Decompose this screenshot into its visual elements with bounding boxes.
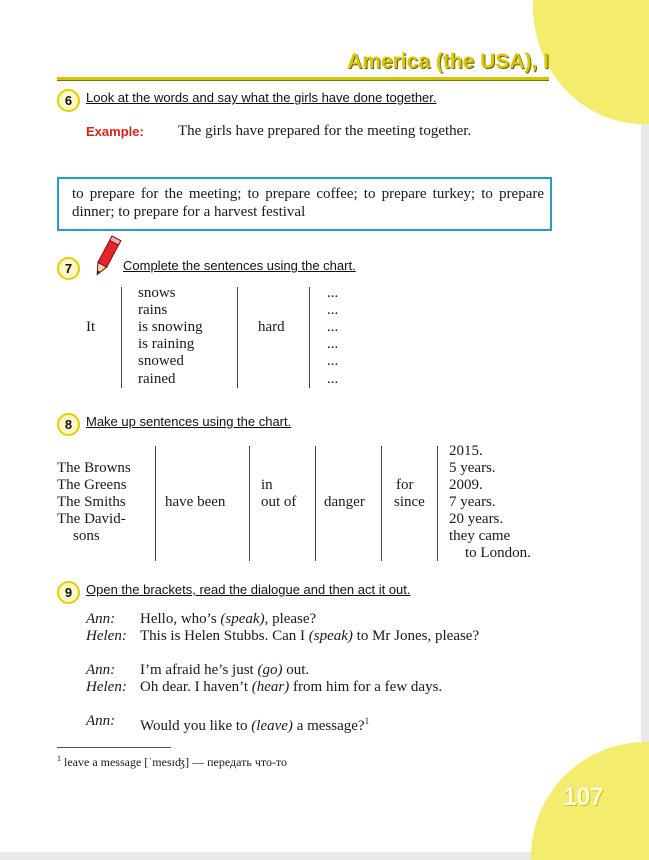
chart8-divider [155, 446, 156, 561]
chart7-verb: rained [138, 371, 176, 387]
exercise-8-instruction: Make up sentences using the chart. [86, 414, 292, 429]
example-label: Example: [86, 124, 144, 139]
chart8-ending: 2015. [449, 443, 483, 459]
chart8-time-word: since [394, 494, 425, 510]
dialogue-speaker: Ann: [86, 713, 116, 729]
dialogue-line: Would you like to (leave) a message?$^1$ [140, 716, 370, 734]
chart7-blank: ... [327, 285, 339, 301]
page-number: 107 [563, 783, 604, 811]
chart7-subject: It [86, 319, 96, 335]
page-title: America (the USA), I [347, 50, 549, 73]
dialogue-speaker: Ann: [86, 611, 116, 627]
dialogue-line: Oh dear. I haven’t (hear) from him for a few days. [140, 679, 443, 695]
chart7-blank: ... [327, 371, 339, 387]
chart7-verb: is snowing [138, 319, 203, 335]
chart7-divider [237, 287, 238, 388]
chart8-ending: 20 years. [449, 511, 504, 527]
exercise-9-instruction: Open the brackets, read the dialogue and then act it out. [86, 582, 411, 597]
chart8-ending: 5 years. [449, 460, 496, 476]
chart7-verb: snows [138, 285, 176, 301]
chart7-verb: rains [138, 302, 168, 318]
chart8-subject: The Browns [57, 460, 131, 476]
example-text: The girls have prepared for the meeting together. [178, 123, 472, 139]
footnote-divider [57, 747, 171, 748]
dialogue-line: This is Helen Stubbs. Can I (speak) to Mr Jones, please? [140, 628, 480, 644]
chart7-divider [309, 287, 310, 388]
exercise-7-instruction: Complete the sentences using the chart. [123, 258, 356, 273]
chart8-divider [437, 446, 438, 561]
chart7-blank: ... [327, 302, 339, 318]
dialogue-line: I’m afraid he’s just (go) out. [140, 662, 310, 678]
pencil-icon [90, 234, 124, 278]
chart8-ending: to London. [465, 545, 531, 561]
chart7-adverb: hard [258, 319, 285, 335]
chart8-ending: 2009. [449, 477, 483, 493]
chart7-verb: snowed [138, 353, 184, 369]
chart7-divider [121, 287, 122, 388]
dialogue-speaker: Helen: [86, 628, 127, 644]
chart8-divider [381, 446, 382, 561]
chart7-blank: ... [327, 336, 339, 352]
chart8-ending: they came [449, 528, 511, 544]
exercise-6-number: 6 [57, 89, 80, 112]
dialogue-line: Hello, who’s (speak), please? [140, 611, 317, 627]
chart8-verb: have been [165, 494, 226, 510]
chart8-subject: The Greens [57, 477, 127, 493]
exercise-7-number: 7 [57, 257, 80, 280]
footnote: $^1$ leave a message [ˈmesɪʤ] — передать что-то [57, 754, 288, 769]
chart7-verb: is raining [138, 336, 195, 352]
title-divider [57, 77, 549, 81]
exercise-6-instruction: Look at the words and say what the girls have done together. [86, 90, 437, 105]
dialogue-speaker: Ann: [86, 662, 116, 678]
exercise-8-number: 8 [57, 413, 80, 436]
chart8-divider [249, 446, 250, 561]
chart8-divider [315, 446, 316, 561]
chart7-blank: ... [327, 319, 339, 335]
chart8-ending: 7 years. [449, 494, 496, 510]
chart8-subject: sons [73, 528, 100, 544]
chart8-subject: The Smiths [57, 494, 126, 510]
chart8-preposition: out of [261, 494, 297, 510]
chart8-time-word: for [396, 477, 414, 493]
exercise-9-number: 9 [57, 581, 80, 604]
chart7-blank: ... [327, 353, 339, 369]
chart8-noun: danger [324, 494, 365, 510]
dialogue-speaker: Helen: [86, 679, 127, 695]
chart8-subject: The David- [57, 511, 126, 527]
word-box: to prepare for the meeting; to prepare coffee; to prepare turkey; to prepare dinner; to prepare for a harvest festival [57, 177, 552, 231]
chart8-preposition: in [261, 477, 273, 493]
